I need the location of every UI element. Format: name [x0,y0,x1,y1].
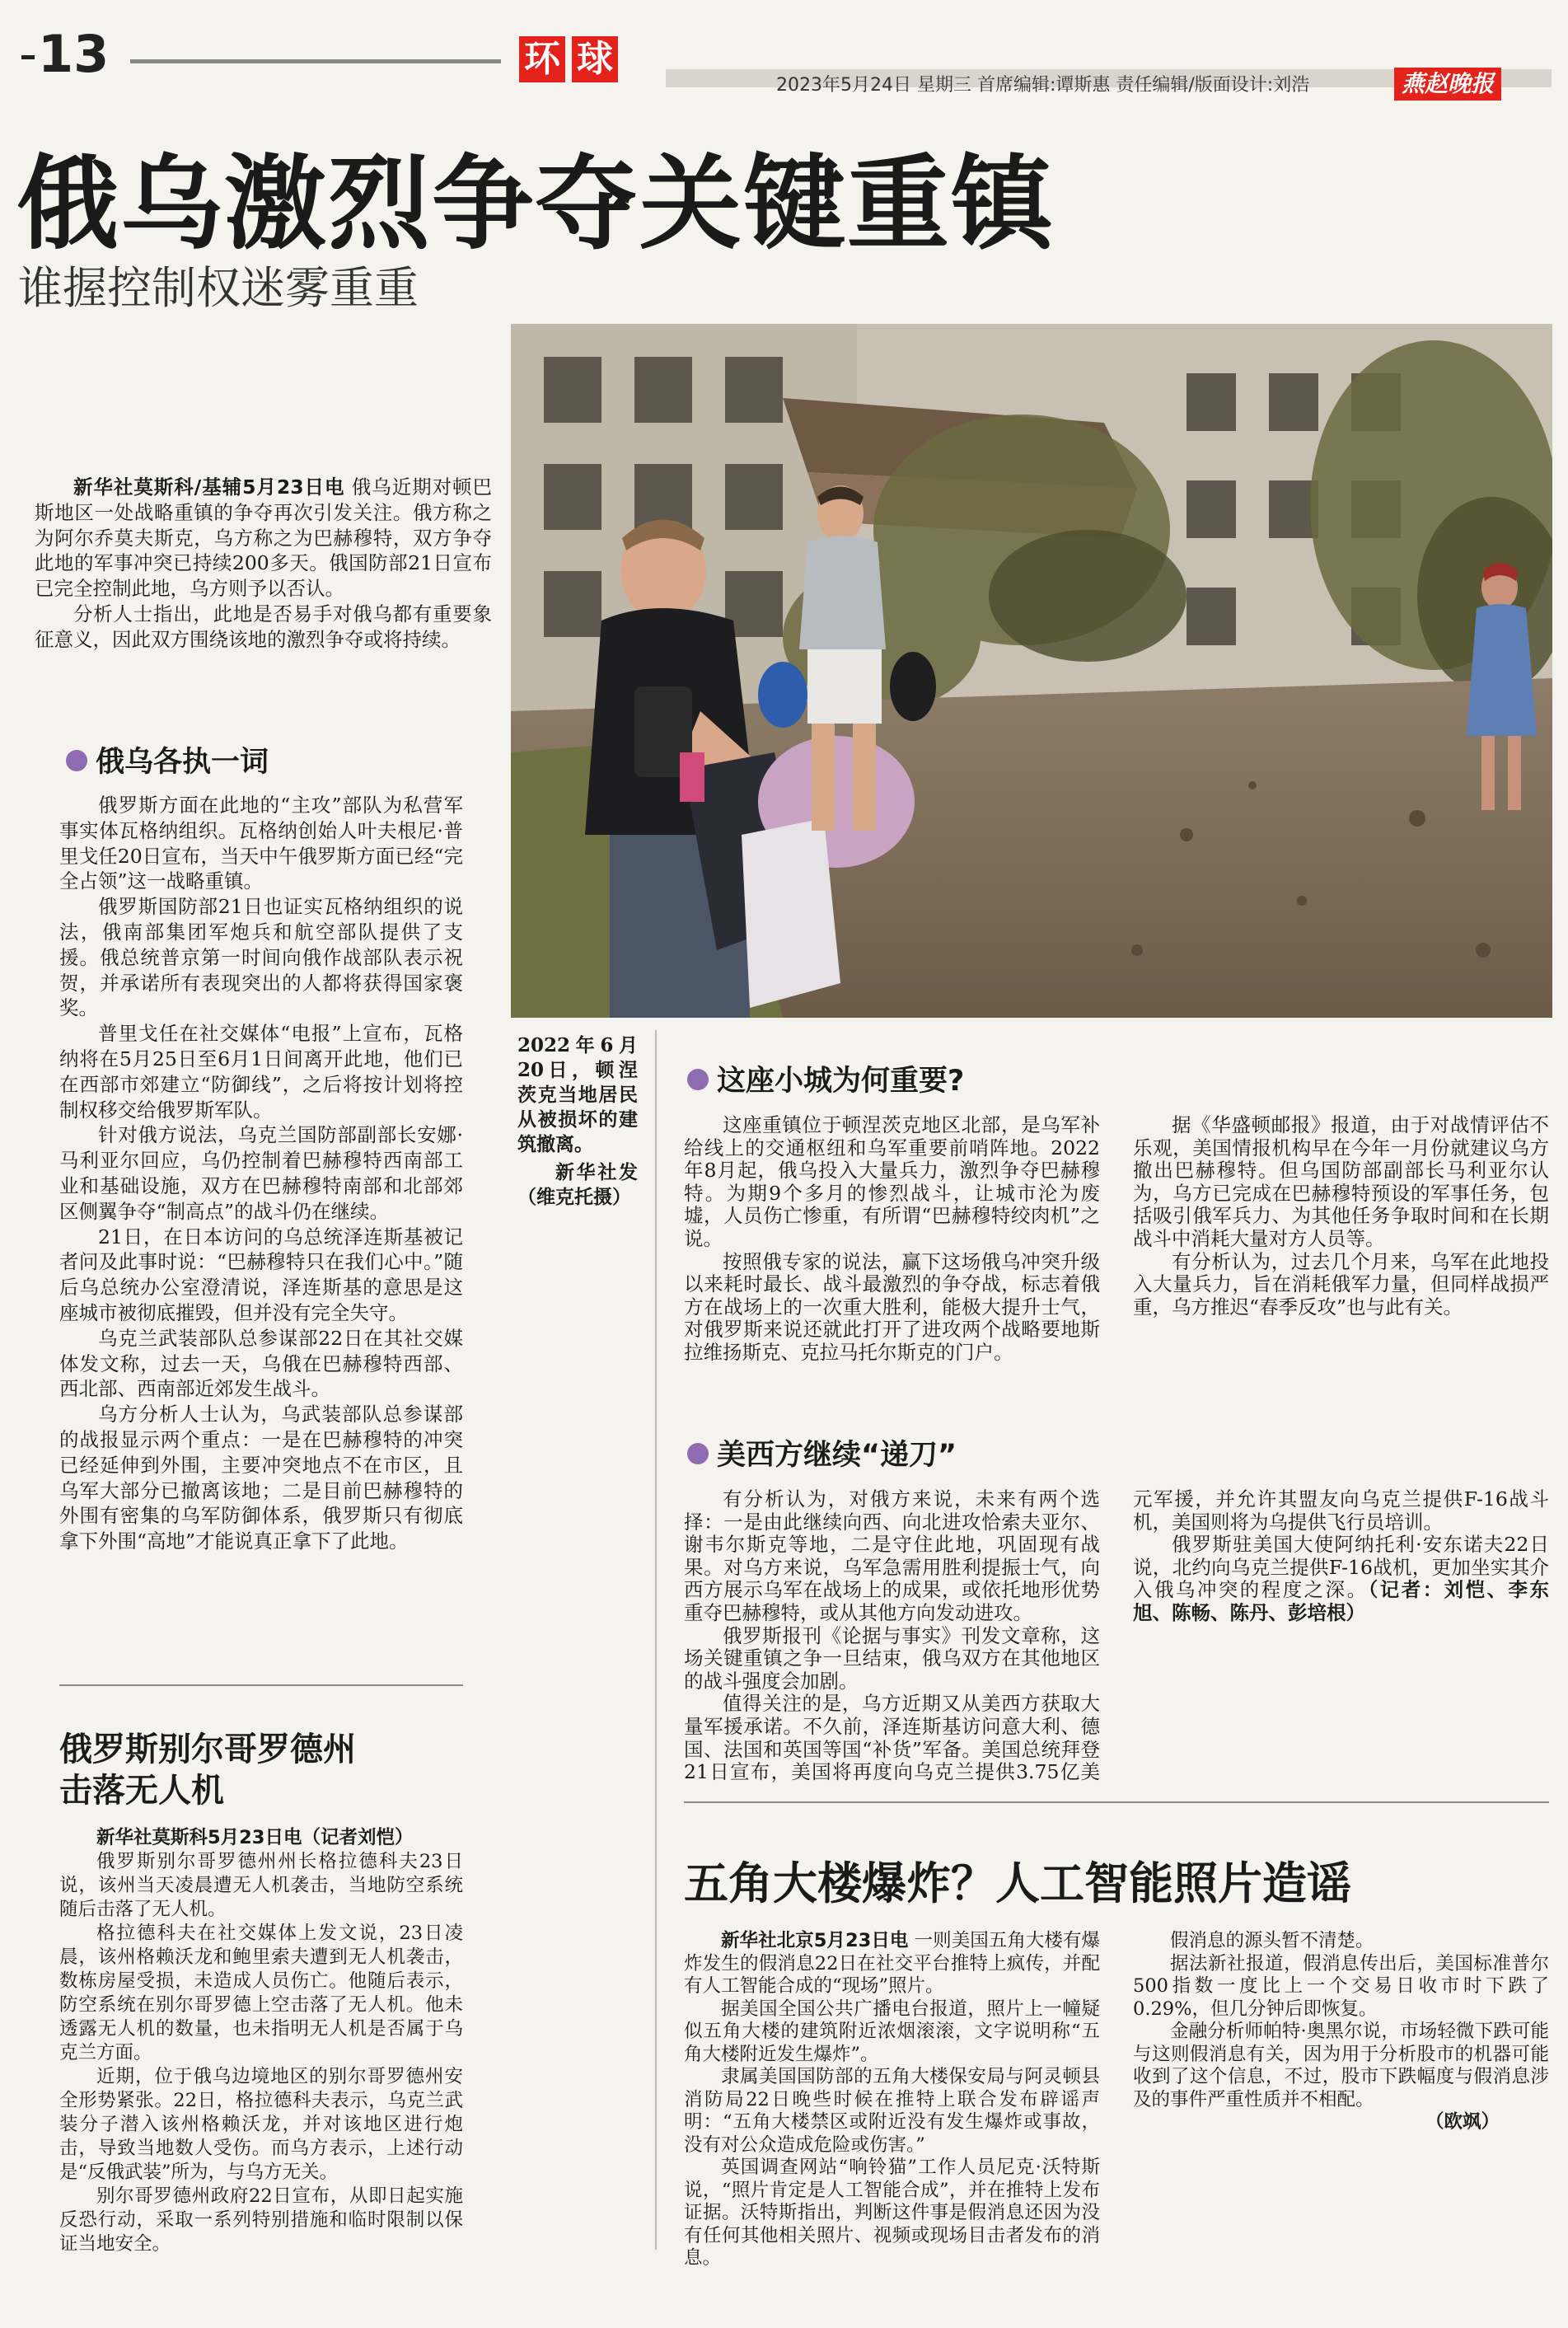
page-number: 13 [21,30,109,79]
story3-body [684,1930,1549,2284]
section-char-2: 球 [572,36,618,82]
story3-para: 据美国全国公共广播电台报道，照片上一幢疑似五角大楼的建筑附近浓烟滚滚，文字说明称“五角大楼附近发生爆炸”。 [684,1998,1100,2065]
story3-lead: 新华社北京5月23日电 [721,1930,909,1951]
story2-headline: 俄罗斯别尔哥罗德州 击落无人机 [59,1731,356,1810]
photo-residents-evacuating [511,324,1552,1018]
story2-lead: 新华社莫斯科5月23日电（记者刘恺） [96,1827,414,1848]
section3-para: 有分析认为，对俄方来说，未来有两个选择：一是由此继续向西、向北进攻恰索夫亚尔、谢韦尔斯克等地，二是守住此地，巩固现有战果。对乌方来说，乌军急需用胜利提振士气，向西方展示乌军在战场上的成果，或依托地形优势重夺巴赫穆特，或从其他方向发动进攻。 [684,1487,1100,1624]
section3-para: 俄罗斯报刊《论据与事实》刊发文章称，这场关键重镇之争一旦结束，俄乌双方在其他地区的战斗强度会加剧。 [684,1623,1100,1693]
story2-para: 别尔哥罗德州政府22日宣布，从即日起实施反恐行动，采取一系列特别措施和临时限制以保证当地安全。 [59,2185,463,2255]
caption-divider [655,1030,657,2250]
section2-body [684,1114,1549,1391]
section3-credit: （记者：刘恺、李东旭、陈畅、陈丹、彭培根） [1133,1578,1550,1624]
section1-para: 普里戈任在社交媒体“电报”上宣布，瓦格纳将在5月25日至6月1日间离开此地，他们已在西部市郊建立“防御线”，之后将按计划将控制权移交给俄罗斯军队。 [59,1022,463,1122]
main-intro [35,475,492,653]
section-char-1: 环 [519,36,565,82]
story3-para: 金融分析师帕特·奥黑尔说，市场轻微下跌可能与这则假消息有关，因为用于分析股市的机器可能收到了这个信息，不过，股市下跌幅度与假消息涉及的事件严重性质并不相配。 [1133,2021,1549,2110]
story3-para: 英国调查网站“响铃猫”工作人员尼克·沃特斯说，“照片肯定是人工智能合成”，并在推特上发布证据。沃特斯指出，判断这件事是假消息还因为没有任何其他相关照片、视频或现场目击者发布的消息。 [684,2157,1100,2269]
story2-para: 俄罗斯别尔哥罗德州州长格拉德科夫23日说，该州当天凌晨遭无人机袭击，当地防空系统随后击落了无人机。 [59,1851,463,1920]
story2-body [59,1826,463,2256]
section1-para: 针对俄方说法，乌克兰国防部副部长安娜·马利亚尔回应，乌仍控制着巴赫穆特西南部工业和基础设施，双方在巴赫穆特南部和北部郊区侧翼争夺“制高点”的战斗仍在继续。 [59,1123,463,1223]
section3-title: 美西方继续“递刀” [687,1437,957,1473]
section3-para: 俄罗斯驻美国大使阿纳托利·安东诺夫22日说，北约向乌克兰提供F-16战机，更加坐实其介入俄乌冲突的程度之深。（记者：刘恺、李东旭、陈畅、陈丹、彭培根） [1133,1533,1550,1624]
masthead-logo: 燕赵晚报 [1394,68,1501,101]
photo-credit: 新华社发（维克托摄） [517,1161,638,1208]
section1-para: 俄罗斯国防部21日也证实瓦格纳组织的说法，俄南部集团军炮兵和航空部队提供了支援。俄总统普京第一时间向俄作战部队表示祝贺，并承诺所有表现突出的人都将获得国家褒奖。 [59,895,463,1020]
photo-caption [517,1033,638,1210]
story3-para: 新华社北京5月23日电 一则美国五角大楼有爆炸发生的假消息22日在社交平台推特上疯传，并配有人工智能合成的“现场”照片。 [684,1930,1100,1997]
story3-para: 假消息的源头暂不清楚。 [1170,1930,1374,1951]
section1-para: 乌方分析人士认为，乌武装部队总参谋部的战报显示两个重点：一是在巴赫穆特的冲突已经延伸到外围，主要冲突地点不在市区，且乌军大部分已撤离该地；二是目前巴赫穆特的外围有密集的乌军防御体系，俄罗斯只有彻底拿下外围“高地”才能说真正拿下了此地。 [59,1403,463,1553]
dateline: 2023年5月24日 星期三 首席编辑:谭斯惠 责任编辑/版面设计:刘浩 [776,75,1310,96]
section1-body [59,793,463,1554]
story3-para: 据法新社报道，假消息传出后，美国标准普尔500指数一度比上一个交易日收市时下跌了0.29%，但几分钟后即恢复。 [1133,1952,1549,2020]
header-rule-left [130,59,501,63]
section1-para: 乌克兰武装部队总参谋部22日在其社交媒体发文称，过去一天，乌俄在巴赫穆特西部、西北部、西南部近郊发生战斗。 [59,1326,463,1401]
section1-title: 俄乌各执一词 [66,744,269,780]
section3-body [684,1488,1549,1785]
section2-para: 按照俄专家的说法，赢下这场俄乌冲突升级以来耗时最长、战斗最激烈的争夺战，标志着俄方在战场上的一次重大胜利，能极大提升士气，对俄罗斯来说还就此打开了进攻两个战略要地斯拉维扬斯克、克拉马托尔斯克的门户。 [684,1249,1100,1364]
intro-lead: 新华社莫斯科/基辅5月23日电 [73,475,345,499]
section-tag [519,36,618,82]
main-headline: 俄乌激烈争夺关键重镇 [16,145,1055,264]
story2-divider [59,1684,463,1686]
main-subheadline: 谁握控制权迷雾重重 [18,262,419,314]
bullet-dot [66,750,87,771]
story2-para: 近期，位于俄乌边境地区的别尔哥罗德州安全形势紧张。22日，格拉德科夫表示，乌克兰武装分子潜入该州格赖沃龙，并对该地区进行炮击，导致当地数人受伤。而乌方表示，上述行动是“反俄武装”所为，与乌方无关。 [59,2066,463,2183]
section1-para: 21日，在日本访问的乌总统泽连斯基被记者问及此事时说：“巴赫穆特只在我们心中。”随后乌总统办公室澄清说，泽连斯基的意思是这座城市被彻底摧毁，但并没有完全失守。 [59,1225,463,1324]
section2-para: 有分析认为，过去几个月来，乌军在此地投入大量兵力，旨在消耗俄军力量，但同样战损严重，乌方推迟“春季反攻”也与此有关。 [1133,1249,1549,1319]
story3-credit: （欧飒） [1425,2111,1500,2133]
story3-para: 隶属美国国防部的五角大楼保安局与阿灵顿县消防局22日晚些时候在推特上联合发布辟谣声明：“五角大楼禁区或附近没有发生爆炸或事故，没有对公众造成危险或伤害。” [684,2066,1100,2156]
story3-divider [684,1801,1549,1803]
intro-para-1: 新华社莫斯科/基辅5月23日电 俄乌近期对顿巴斯地区一处战略重镇的争夺再次引发关注。俄方称之为阿尔乔莫夫斯克，乌方称之为巴赫穆特，双方争夺此地的军事冲突已持续200多天。俄国防部21日宣布已完全控制此地，乌方则予以否认。 [35,475,492,601]
section1-para: 俄罗斯方面在此地的“主攻”部队为私营军事实体瓦格纳组织。瓦格纳创始人叶夫根尼·普里戈任20日宣布，当天中午俄罗斯方面已经“完全占领”这一战略重镇。 [59,794,463,893]
section2-title: 这座小城为何重要? [687,1063,964,1099]
section2-para: 据《华盛顿邮报》报道，由于对战情评估不乐观，美国情报机构早在今年一月份就建议乌方撤出巴赫穆特。但乌国防部副部长马利亚尔认为，乌方已完成在巴赫穆特预设的军事任务，包括吸引俄军兵力、为其他任务争取时间和在长期战斗中消耗大量对方人员等。 [1133,1113,1549,1250]
section2-para: 这座重镇位于顿涅茨克地区北部，是乌军补给线上的交通枢纽和乌军重要前哨阵地。2022年8月起，俄乌投入大量兵力，激烈争夺巴赫穆特。为期9个多月的惨烈战斗，让城市沦为废墟，人员伤亡惨重，有所谓“巴赫穆特绞肉机”之说。 [684,1113,1100,1250]
section3-para: 值得关注的是，乌方近期又从美西方获取大量军援承诺。不久前，泽连斯基访问意大利、德国、法国和英国等国“补货”军备。美国总统拜登21日宣布，美国将再度向乌克兰提供3.75亿美元军援，并允许其盟友向乌克兰提供F-16战斗机，美国则将为乌提供飞行员培训。 [684,1487,1549,1784]
photo-caption-text: 2022年6月20日，顿涅茨克当地居民从被损坏的建筑撤离。 [517,1034,638,1155]
story3-headline: 五角大楼爆炸？人工智能照片造谣 [684,1857,1351,1909]
bullet-dot [687,1443,709,1464]
bullet-dot [687,1069,709,1090]
story2-para: 格拉德科夫在社交媒体上发文说，23日凌晨，该州格赖沃龙和鲍里索夫遭到无人机袭击，数栋房屋受损，未造成人员伤亡。他随后表示，防空系统在别尔哥罗德上空击落了无人机。他未透露无人机的数量，也未指明无人机是否属于乌克兰方面。 [59,1923,463,2063]
intro-para-2: 分析人士指出，此地是否易手对俄乌都有重要象征意义，因此双方围绕该地的激烈争夺或将持续。 [35,602,492,651]
